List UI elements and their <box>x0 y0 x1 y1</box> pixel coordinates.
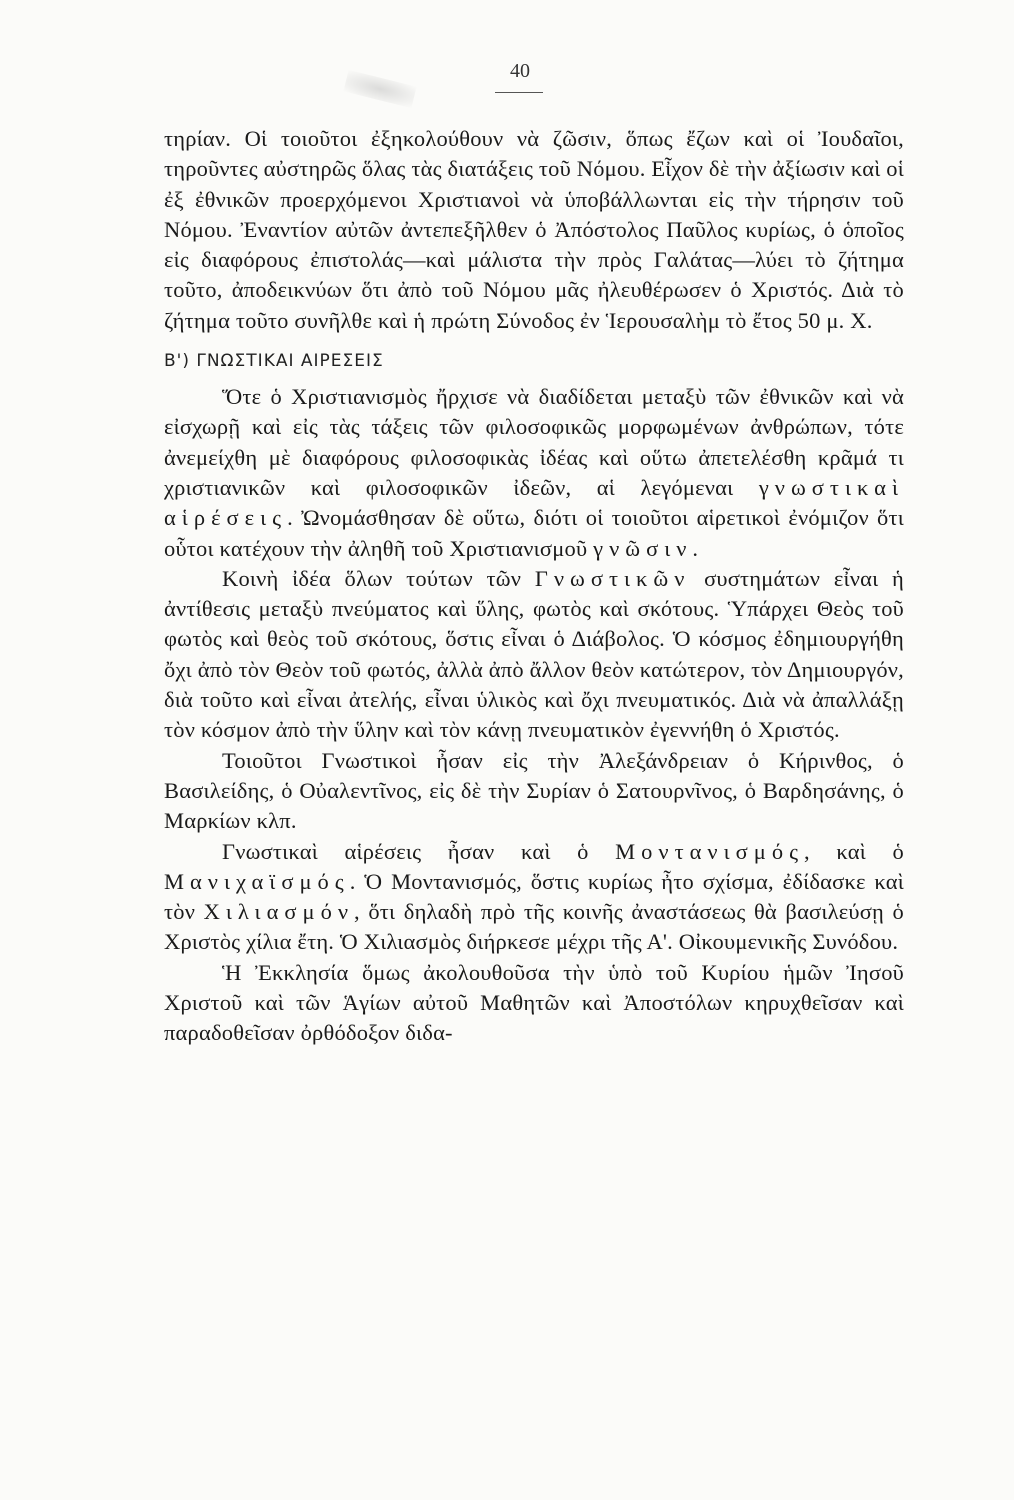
paragraph-5 <box>164 837 904 958</box>
paragraph-6: Ἡ Ἐκκλησία ὅμως ἀκολουθοῦσα τὴν ὑπὸ τοῦ Κυρίου ἡμῶν Ἰησοῦ Χριστοῦ καὶ τῶν Ἁγίων αὐτοῦ Μαθητῶν καὶ Ἀποστόλων κηρυχθεῖσαν καὶ παραδοθεῖσαν ὀρθόδοξον διδα- <box>164 959 904 1046</box>
spaced-term-montanism: Μοντανισμός <box>615 838 804 864</box>
spaced-term-gnostics: Γνωστικῶν <box>534 565 691 591</box>
paragraph-2-text-b: . Ὠνομάσθησαν δὲ οὕτω, διότι οἱ τοιοῦτοι αἱρετικοὶ ἐνόμιζον ὅτι οὗτοι κατέχουν τὴν ἀληθῆ τοῦ Χριστιανισμοῦ <box>164 505 904 561</box>
section-heading: Β') ΓΝΩΣΤΙΚΑΙ ΑΙΡΕΣΕΙΣ <box>164 351 384 372</box>
paragraph-3 <box>164 564 904 746</box>
spaced-term-gnosis: γνῶσιν <box>593 535 693 561</box>
body-text <box>164 124 904 1049</box>
page-number: 40 <box>510 60 530 82</box>
paragraph-4: Τοιοῦτοι Γνωστικοὶ ἦσαν εἰς τὴν Ἀλεξάνδρειαν ὁ Κήρινθος, ὁ Βασιλείδης, ὁ Οὐαλεντῖνος, εἰς δὲ τὴν Συρίαν ὁ Σατουρνῖνος, ὁ Βαρδησάνης, ὁ Μαρκίων κλπ. <box>164 747 904 834</box>
paragraph-5-text-c: . Ὁ Μοντανισμός, ὅστις κυρίως ἦτο σχίσμα, ἐδίδασκε καὶ τὸν <box>164 868 904 925</box>
paragraph-5-text-a: Γνωστικαὶ αἱρέσεις ἦσαν καὶ ὁ <box>222 838 589 864</box>
page-number-rule <box>495 92 543 93</box>
paragraph-2-text-c: . <box>692 535 699 561</box>
spaced-term-manichaeism: Μανιχαϊσμός <box>164 868 350 894</box>
paragraph-1: τηρίαν. Οἱ τοιοῦτοι ἐξηκολούθουν νὰ ζῶσιν, ὅπως ἔζων καὶ οἱ Ἰουδαῖοι, τηροῦντες αὐστηρῶς ὅλας τὰς διατάξεις τοῦ Νόμου. Εἶχον δὲ τὴν ἀξίωσιν καὶ οἱ ἐξ ἐθνικῶν προερχόμενοι Χριστιανοὶ νὰ ὑποβάλλωνται εἰς τὴν τήρησιν τοῦ Νόμου. Ἐναντίον αὐτῶν ἀντεπεξῆλθεν ὁ Ἀπόστολος Παῦλος κυρίως, ὁ ὁποῖος εἰς διαφόρους ἐπιστολάς—καὶ μάλιστα τὴν πρὸς Γαλάτας—λύει τὸ ζήτημα τοῦτο, ἀποδεικνύων ὅτι ἀπὸ τοῦ Νόμου μᾶς ἠλευθέρωσεν ὁ Χριστός. Διὰ τὸ ζήτημα τοῦτο συνῆλθε καὶ ἡ πρώτη Σύνοδος ἐν Ἱερουσαλὴμ τὸ ἔτος 50 μ. Χ. <box>164 126 904 333</box>
spaced-term-gnostic-heresies: γνωστικαὶ αἱρέσεις <box>164 474 904 531</box>
paragraph-5-text-d: , ὅτι δηλαδὴ πρὸ τῆς κοινῆς ἀναστάσεως θὰ βασιλεύσῃ ὁ Χριστὸς χίλια ἔτη. Ὁ Χιλιασμὸς διήρκεσε μέχρι τῆς Α'. Οἰκουμενικῆς Συνόδου. <box>164 899 904 955</box>
paragraph-3-text-b: συστημάτων εἶναι ἡ ἀντίθεσις μεταξὺ πνεύματος καὶ ὕλης, φωτὸς καὶ σκότους. Ὑπάρχει Θεὸς τοῦ φωτὸς καὶ θεὸς τοῦ σκότους, ὅστις εἶναι ὁ Διάβολος. Ὁ κόσμος ἐδημιουργήθη ὄχι ἀπὸ τὸν Θεὸν τοῦ φωτός, ἀλλὰ ἀπὸ ἄλλον θεὸν κατώτερον, τὸν Δημιουργόν, διὰ τοῦτο καὶ εἶναι ἀτελής, εἶναι ὑλικὸς καὶ ὄχι πνευματικός. Διὰ νὰ ἀπαλλάξῃ τὸν κόσμον ἀπὸ τὴν ὕλην καὶ τὸν κάνῃ πνευματικὸν ἐγεννήθη ὁ Χριστός. <box>164 565 904 743</box>
paragraph-2-text-a: Ὅτε ὁ Χριστιανισμὸς ἤρχισε νὰ διαδίδεται μεταξὺ τῶν ἐθνικῶν καὶ νὰ εἰσχωρῇ καὶ εἰς τὰς τάξεις τῶν φιλοσοφικῶς μορφωμένων ἀνθρώπων, τότε ἀνεμείχθη μὲ διαφόρους φιλοσοφικὰς ἰδέας καὶ οὕτω ἀπετελέσθη κρᾶμά τι χριστιανικῶν καὶ φιλοσοφικῶν ἰδεῶν, αἱ λεγόμεναι <box>164 384 904 500</box>
paragraph-2 <box>164 382 904 564</box>
paragraph-5-text-b: , καὶ ὁ <box>804 838 904 864</box>
paragraph-3-text-a: Κοινὴ ἰδέα ὅλων τούτων τῶν <box>222 565 522 591</box>
spaced-term-chiliasm: Χιλιασμόν <box>203 899 354 925</box>
